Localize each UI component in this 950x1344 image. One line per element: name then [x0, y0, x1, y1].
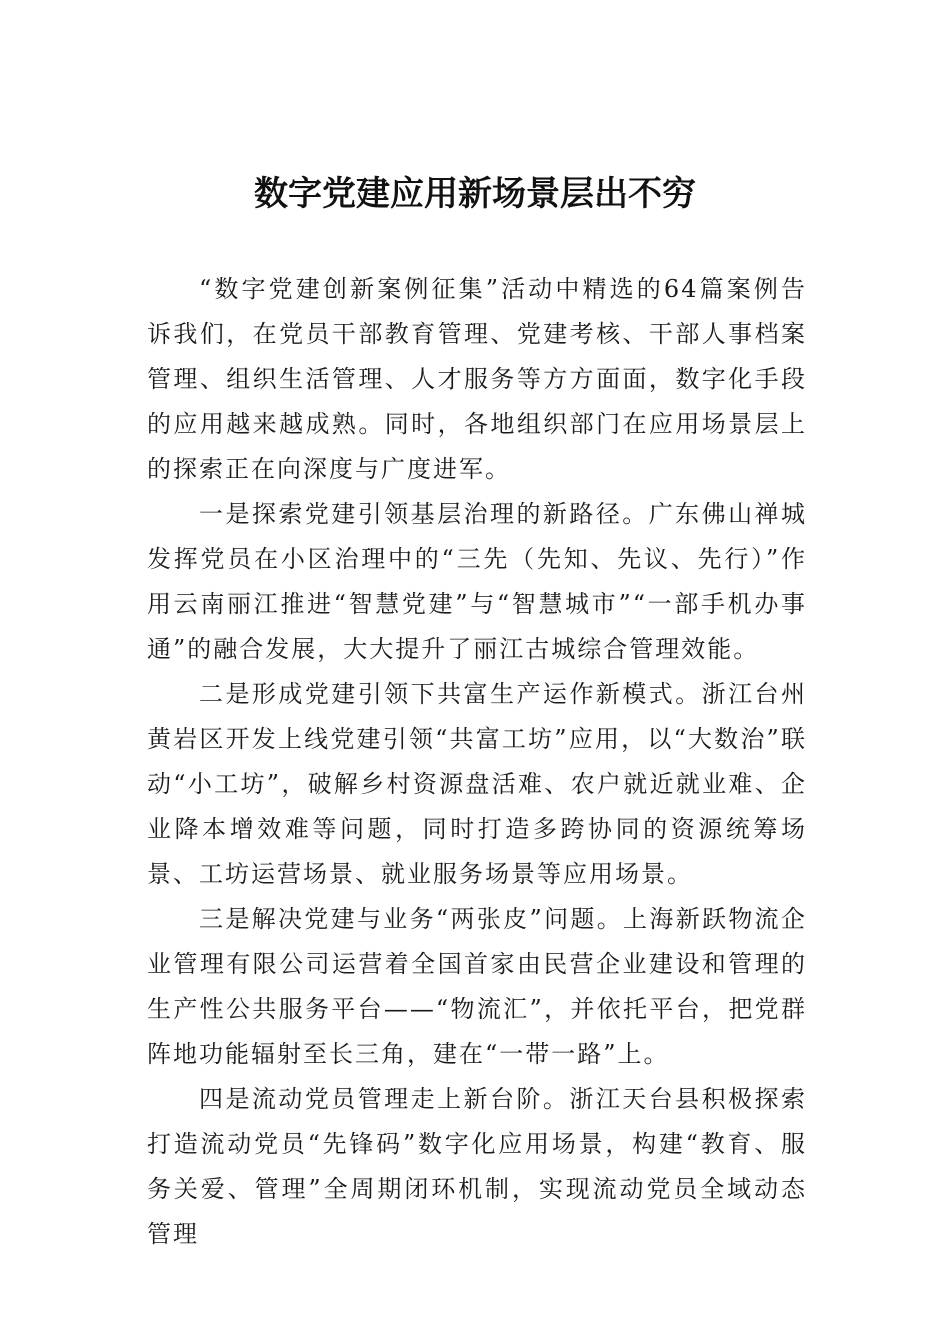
paragraph-point-three: 三是解决党建与业务“两张皮”问题。上海新跃物流企业管理有限公司运营着全国首家由民营企业建设和管理的生产性公共服务平台——“物流汇”，并依托平台，把党群阵地功能辐射至长三角，建在“一带一路”上。 [147, 905, 807, 1068]
paragraph-point-two: 二是形成党建引领下共富生产运作新模式。浙江台州黄岩区开发上线党建引领“共富工坊”应用，以“大数治”联动“小工坊”，破解乡村资源盘活难、农户就近就业难、企业降本增效难等问题，同时打造多跨协同的资源统筹场景、工坊运营场景、就业服务场景等应用场景。 [147, 680, 807, 888]
paragraph-intro: “数字党建创新案例征集”活动中精选的64篇案例告诉我们，在党员干部教育管理、党建考核、干部人事档案管理、组织生活管理、人才服务等方方面面，数字化手段的应用越来越成熟。同时，各地组织部门在应用场景层上的探索正在向深度与广度进军。 [147, 275, 807, 483]
document-body [147, 267, 807, 1257]
paragraph-point-four: 四是流动党员管理走上新台阶。浙江天台县积极探索打造流动党员“先锋码”数字化应用场景，构建“教育、服务关爱、管理”全周期闭环机制，实现流动党员全域动态管理 [147, 1085, 807, 1248]
paragraph-point-one: 一是探索党建引领基层治理的新路径。广东佛山禅城发挥党员在小区治理中的“三先（先知、先议、先行）”作用云南丽江推进“智慧党建”与“智慧城市”“一部手机办事通”的融合发展，大大提升了丽江古城综合管理效能。 [147, 500, 807, 663]
document-title: 数字党建应用新场景层出不穷 [254, 174, 696, 214]
